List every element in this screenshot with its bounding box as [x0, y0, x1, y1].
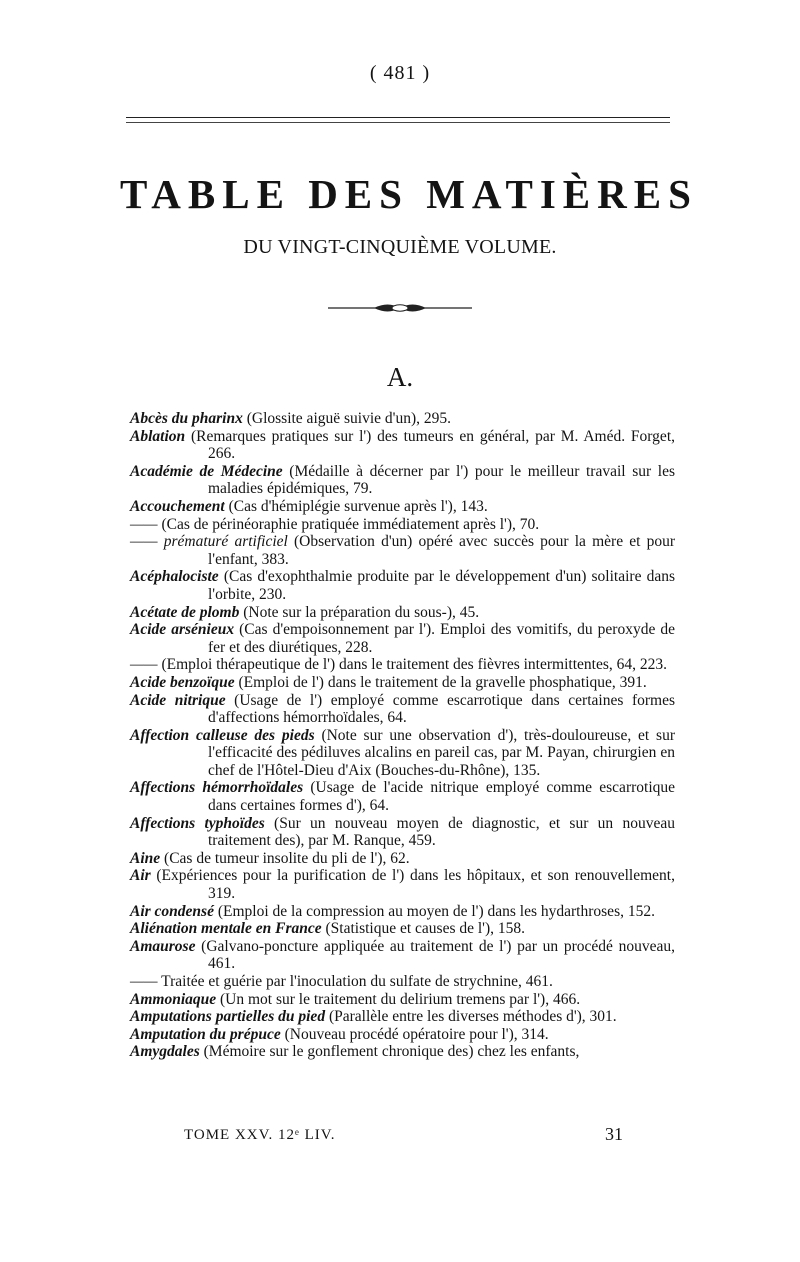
index-description: (Statistique et causes de l'), 158.	[321, 920, 525, 938]
index-term: —— prématuré artificiel	[130, 533, 288, 551]
index-term: Acide benzoïque	[130, 673, 235, 691]
footer-signature: 31	[605, 1124, 623, 1144]
page-title: TABLE DES MATIÈRES	[120, 171, 698, 217]
index-description: Traitée et guérie par l'inoculation du sulfate de strychnine, 461.	[157, 973, 553, 990]
index-term: Acétate de plomb	[130, 603, 240, 621]
index-entry	[130, 973, 675, 991]
index-entry	[130, 428, 675, 463]
index-term: Amputations partielles du pied	[130, 1008, 326, 1026]
index-term: Aine	[130, 849, 161, 867]
index-term: Air condensé	[130, 902, 214, 920]
index-description: (Glossite aiguë suivie d'un), 295.	[242, 410, 451, 427]
ornament-divider	[328, 298, 472, 318]
index-description: (Cas d'empoisonnement par l'). Emploi des vomitifs, du peroxyde de fer et des diurétiques, 228.	[208, 621, 675, 656]
index-term: Acéphalociste	[130, 568, 219, 586]
footer-volume: TOME XXV. 12ᵉ LIV.	[184, 1127, 336, 1143]
index-entry	[130, 727, 675, 780]
header-rule	[126, 117, 670, 118]
index-term: Amygdales	[130, 1043, 200, 1061]
index-description: (Note sur la préparation du sous-), 45.	[239, 603, 480, 621]
index-term: Ammoniaque	[130, 990, 217, 1008]
index-entry	[130, 903, 675, 921]
index-description: (Usage de l'acide nitrique employé comme escarrotique dans certaines formes d'), 64.	[208, 779, 676, 815]
index-entry	[130, 938, 675, 973]
index-term: ——	[130, 656, 158, 674]
index-term: Abcès du pharinx	[130, 410, 243, 427]
index-description: (Cas d'hémiplégie survenue après l'), 143.	[224, 497, 488, 515]
page-number: ( 481 )	[369, 62, 431, 84]
index-term: Académie de Médecine	[130, 462, 283, 480]
index-description: (Usage de l') employé comme escarrotique dans certaines formes d'affections hémorrhoïdales, 64.	[208, 691, 675, 727]
index-description: (Parallèle entre les diverses méthodes d'), 301.	[325, 1008, 617, 1026]
section-letter: A.	[386, 362, 414, 392]
index-term: Amputation du prépuce	[130, 1025, 281, 1043]
index-term: Amaurose	[130, 937, 196, 955]
index-term: Accouchement	[130, 497, 225, 515]
index-entry	[130, 692, 675, 727]
index-term: Acide nitrique	[130, 691, 226, 709]
index-entry	[130, 533, 675, 568]
index-entry	[130, 568, 675, 603]
index-entry	[130, 498, 675, 516]
index-description: (Un mot sur le traitement du delirium tremens par l'), 466.	[216, 990, 581, 1008]
index-term: ——	[130, 973, 158, 990]
page-subtitle: DU VINGT-CINQUIÈME VOLUME.	[243, 236, 557, 258]
index-entry	[130, 604, 675, 622]
index-description: (Cas de tumeur insolite du pli de l'), 62.	[160, 849, 410, 867]
index-term: Aliénation mentale en France	[130, 920, 322, 938]
index-entries	[130, 410, 675, 1061]
index-description: (Mémoire sur le gonflement chronique des) chez les enfants,	[199, 1043, 580, 1061]
index-term: ——	[130, 515, 158, 533]
index-term: Affections typhoïdes	[130, 814, 265, 832]
index-entry	[130, 1043, 675, 1061]
index-description: (Emploi thérapeutique de l') dans le traitement des fièvres intermittentes, 64, 223.	[157, 656, 667, 674]
index-term: Acide arsénieux	[130, 621, 235, 639]
index-entry	[130, 815, 675, 850]
index-description: (Nouveau procédé opératoire pour l'), 314.	[280, 1025, 549, 1043]
index-entry	[130, 463, 675, 498]
index-description: (Sur un nouveau moyen de diagnostic, et sur un nouveau traitement des), par M. Ranque, 459.	[208, 814, 675, 850]
index-description: (Galvano-poncture appliquée au traitement de l') par un procédé nouveau, 461.	[195, 937, 675, 973]
header-rule-thin	[126, 122, 670, 123]
index-description: (Note sur une observation d'), très-douloureuse, et sur l'efficacité des pédiluves alcalins en pareil cas, par M. Payan, chirurgien en chef de l'Hôtel-Dieu d'Aix (Bouches-du-Rhône), 135.	[208, 726, 675, 779]
index-description: (Remarques pratiques sur l') des tumeurs en général, par M. Améd. Forget, 266.	[185, 427, 675, 463]
index-entry	[130, 920, 675, 938]
index-description: (Cas d'exophthalmie produite par le développement d'un) solitaire dans l'orbite, 230.	[208, 568, 675, 603]
index-entry	[130, 410, 675, 428]
index-entry	[130, 850, 675, 868]
index-description: (Expériences pour la purification de l') dans les hôpitaux, et son renouvellement, 319.	[150, 867, 675, 903]
index-entry	[130, 991, 675, 1009]
index-entry	[130, 674, 675, 692]
index-description: (Médaille à décerner par l') pour le meilleur travail sur les maladies épidémiques, 79.	[208, 462, 675, 498]
index-entry	[130, 867, 675, 902]
index-entry	[130, 656, 675, 674]
index-entry	[130, 516, 675, 534]
index-term: Affections hémorrhoïdales	[130, 779, 304, 797]
index-description: (Observation d'un) opéré avec succès pour la mère et pour l'enfant, 383.	[208, 533, 675, 568]
index-entry	[130, 779, 675, 814]
index-term: Affection calleuse des pieds	[130, 726, 315, 744]
index-entry	[130, 1008, 675, 1026]
index-entry	[130, 1026, 675, 1044]
index-term: Ablation	[130, 427, 186, 445]
index-description: (Emploi de l') dans le traitement de la gravelle phosphatique, 391.	[234, 673, 647, 691]
index-description: (Cas de périnéoraphie pratiquée immédiatement après l'), 70.	[157, 515, 540, 533]
index-description: (Emploi de la compression au moyen de l') dans les hydarthroses, 152.	[213, 902, 655, 920]
index-entry	[130, 621, 675, 656]
index-term: Air	[130, 867, 151, 885]
